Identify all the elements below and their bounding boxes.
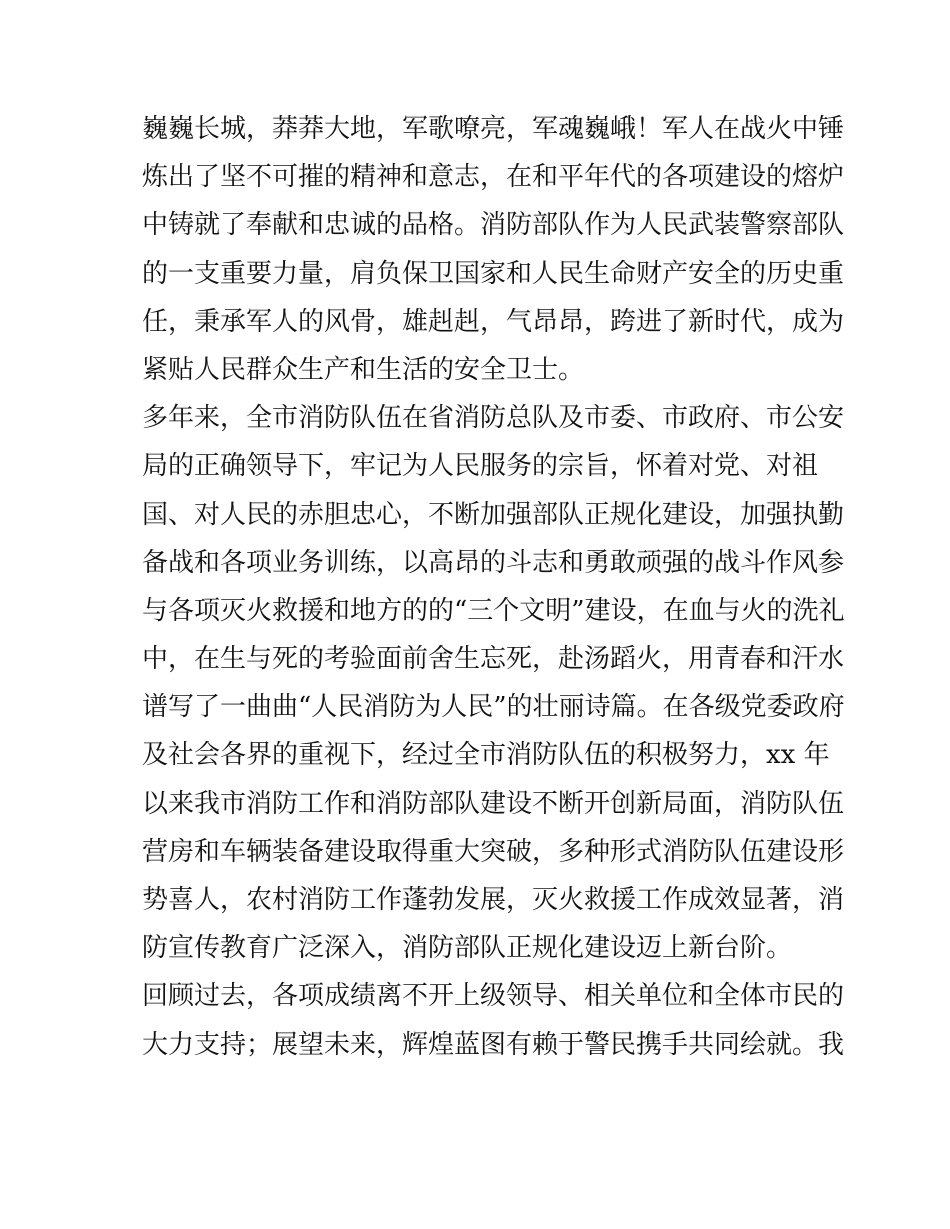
- text-line: 与各项灭火救援和地方的的“三个文明”建设，在血与火的洗礼: [142, 595, 845, 626]
- text-line: 及社会各界的重视下，经过全市消防队伍的积极努力，xx 年: [142, 740, 830, 771]
- text-line: 中铸就了奉献和忠诚的品格。消防部队作为人民武装警察部队: [142, 210, 845, 241]
- text-line: 势喜人，农村消防工作蓬勃发展，灭火救援工作成效显著，消: [142, 885, 845, 915]
- text-line: 备战和各项业务训练，以高昂的斗志和勇敢顽强的战斗作风参: [142, 547, 845, 578]
- text-line: 以来我市消防工作和消防部队建设不断开创新局面，消防队伍: [142, 788, 845, 819]
- text-line: 炼出了坚不可摧的精神和意志，在和平年代的各项建设的熔炉: [142, 162, 845, 193]
- text-line: 大力支持；展望未来，辉煌蓝图有赖于警民携手共同绘就。我: [142, 1029, 845, 1060]
- body-text: [142, 105, 845, 1069]
- text-line: 防宣传教育广泛深入，消防部队正规化建设迈上新台阶。: [142, 933, 793, 964]
- text-line: 国、对人民的赤胆忠心，不断加强部队正规化建设，加强执勤: [142, 499, 845, 530]
- text-line: 多年来，全市消防队伍在省消防总队及市委、市政府、市公安: [142, 403, 845, 434]
- text-line: 巍巍长城，莽莽大地，军歌嘹亮，军魂巍峨！军人在战火中锤: [142, 114, 845, 144]
- text-line: 局的正确领导下，牢记为人民服务的宗旨，怀着对党、对祖: [142, 451, 819, 482]
- text-line: 的一支重要力量，肩负保卫国家和人民生命财产安全的历史重: [142, 258, 845, 289]
- text-line: 营房和车辆装备建设取得重大突破，多种形式消防队伍建设形: [142, 836, 845, 867]
- text-line: 紧贴人民群众生产和生活的安全卫士。: [142, 354, 585, 385]
- text-line: 任，秉承军人的风骨，雄赳赳，气昂昂，跨进了新时代，成为: [142, 306, 845, 337]
- text-line: 中，在生与死的考验面前舍生忘死，赴汤蹈火，用青春和汗水: [142, 644, 845, 675]
- text-line: 谱写了一曲曲“人民消防为人民”的壮丽诗篇。在各级党委政府: [142, 692, 845, 723]
- text-line: 回顾过去，各项成绩离不开上级领导、相关单位和全体市民的: [142, 981, 845, 1012]
